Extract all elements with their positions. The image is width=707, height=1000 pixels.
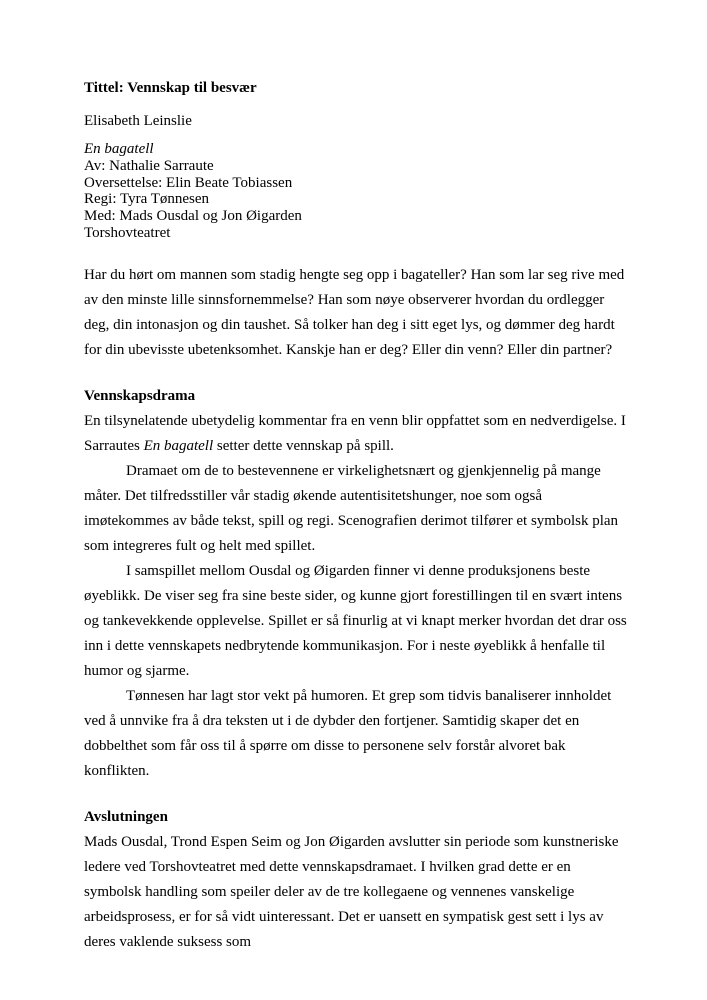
- intro-paragraph: Har du hørt om mannen som stadig hengte seg opp i bagateller? Han som lar seg rive med av den minste lille sinnsfornemmelse? Han som nøye observerer hvordan du ordlegger deg, din intonasjon og din taushet. Så tolker han deg i sitt eget lys, og dømmer deg hardt for din ubevisste ubetenksomhet. Kanskje han er deg? Eller din venn? Eller din partner?: [84, 266, 625, 358]
- paragraph-text-before: En tilsynelatende ubetydelig kommentar fra en venn blir oppfattet som en nedverdigelse. I Sarrautes: [84, 412, 626, 454]
- author-byline: Elisabeth Leinslie: [84, 113, 192, 129]
- work-title-inline: En bagatell: [143, 437, 214, 454]
- section-heading-vennskapsdrama: Vennskapsdrama: [84, 387, 196, 404]
- paragraph-avslutningen-1: Mads Ousdal, Trond Espen Seim og Jon Øigarden avslutter sin periode som kunstneriske ledere ved Torshovteatret med dette vennskapsdramaet. I hvilken grad dette er en symbolsk handling som speiler deler av de tre kollegaene og vennenes vanskelige arbeidsprosess, er for så vidt uinteressant. Det er uansett en sympatisk gest sett i lys av deres vaklende suksess som: [84, 833, 619, 950]
- document-title: Tittel: Vennskap til besvær: [84, 80, 257, 96]
- credit-line-director: Regi: Tyra Tønnesen: [84, 191, 210, 208]
- credit-line-cast: Med: Mads Ousdal og Jon Øigarden: [84, 208, 302, 225]
- credit-line-translation: Oversettelse: Elin Beate Tobiassen: [84, 174, 293, 191]
- paragraph-vennskapsdrama-1: [84, 409, 629, 459]
- section-heading-avslutningen: Avslutningen: [84, 808, 168, 825]
- work-title: En bagatell: [84, 141, 154, 157]
- paragraph-text-after: setter dette vennskap på spill.: [213, 437, 394, 454]
- credit-line-theatre: Torshovteatret: [84, 224, 171, 241]
- paragraph-vennskapsdrama-2: Dramaet om de to bestevennene er virkelighetsnært og gjenkjennelig på mange måter. Det tilfredsstiller vår stadig økende autentisitetshunger, noe som også imøtekommes av både tekst, spill og regi. Scenografien derimot tilfører et symbolsk plan som integreres fult og helt med spillet.: [84, 462, 619, 554]
- paragraph-vennskapsdrama-3: I samspillet mellom Ousdal og Øigarden finner vi denne produksjonens beste øyeblikk. De viser seg fra sine beste sider, og kunne gjort forestillingen til en svært intens og tankevekkende opplevelse. Spillet er så finurlig at vi knapt merker hvordan det drar oss inn i dette vennskapets nedbrytende kommunikasjon. For i neste øyeblikk å henfalle til humor og sjarme.: [84, 562, 627, 679]
- credit-line-playwright: Av: Nathalie Sarraute: [84, 157, 214, 174]
- credits-block: [84, 141, 629, 242]
- paragraph-vennskapsdrama-4: Tønnesen har lagt stor vekt på humoren. Et grep som tidvis banaliserer innholdet ved å unnvike fra å dra teksten ut i de dybder den fortjener. Samtidig skaper det en dobbelthet som får oss til å spørre om disse to personene selv forstår alvoret bak konflikten.: [84, 687, 612, 779]
